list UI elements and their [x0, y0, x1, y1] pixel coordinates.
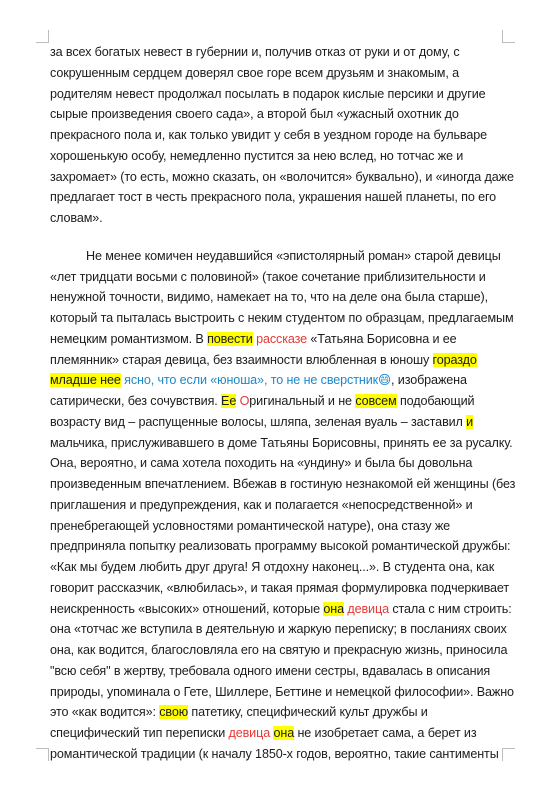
- text-line: говорит рассказчик, «влюбилась», и такая прямая формулировка подчеркивает: [50, 580, 510, 595]
- text-line: мальчика, прислуживавшего в доме Татьяны Борисовны, принять ее за русалку.: [50, 435, 513, 450]
- text-line: [50, 391, 492, 412]
- text-line: [50, 350, 492, 371]
- text-run: специфический тип переписки: [50, 726, 229, 740]
- highlighted-text: совсем: [355, 394, 397, 408]
- text-run: патетику, специфический культ дружбы и: [188, 705, 428, 720]
- text-line: она, как водится, благословляла его на святую и прекрасную жизнь, приносила: [50, 643, 508, 657]
- text-run: племянник» старая девица, без взаимности влюбленная в юношу: [50, 352, 433, 367]
- text-line: [50, 723, 492, 744]
- text-line: она «тотчас же вступила в деятельную и жаркую переписку; в посланиях своих: [50, 622, 507, 637]
- text-line: «Как мы будем любить друг друга! Я отдохну наконец...». В студента она, как: [50, 560, 495, 574]
- paragraph-1: [50, 42, 514, 229]
- highlighted-text: младше нее: [50, 373, 121, 388]
- highlighted-text: она: [323, 601, 344, 616]
- text-line: пренебрегающей условностями романтической натуре), она стазу же: [50, 518, 451, 533]
- text-run: ригинальный и не: [249, 394, 356, 408]
- text-run: это «как водится»:: [50, 705, 160, 720]
- paragraph-gap: [50, 229, 492, 246]
- text-line: прекрасного пола и, как только увидит у себя в уездном городе на бульваре: [50, 128, 488, 142]
- text-line: природы, упоминала о Гете, Шиллере, Беттине и немецкой философии». Важно: [50, 684, 514, 699]
- text-line: [50, 412, 492, 433]
- highlighted-text: гораздо: [432, 352, 477, 367]
- margin-corner-top-left: [36, 30, 49, 43]
- text-line: произведенным впечатлением. Вбежав в гостиную незнакомой ей женщины (без: [50, 477, 516, 491]
- text-line: [50, 329, 492, 350]
- text-line: сырые произведения своего сада», а второй был «ужасный охотник до: [50, 107, 459, 122]
- text-line: Не менее комичен неудавшийся «эпистолярный роман» старой девицы: [86, 248, 501, 263]
- margin-corner-bottom-left: [36, 748, 49, 761]
- highlighted-text: Ее: [221, 394, 237, 408]
- inserted-comment-text: ясно, что если «юноша», то не не сверстник😄: [120, 373, 392, 388]
- margin-corner-top-right: [502, 30, 515, 43]
- text-line: «лет тридцати восьми с половиной» (такое сочетание приблизительности и: [50, 269, 486, 284]
- text-line: который та пыталась выстроить с неким студентом по образцам, предлагаемым: [50, 311, 514, 325]
- document-body[interactable]: [50, 42, 516, 765]
- text-line: приглашения и предупреждения, как и полагается «непосредственной» и: [50, 497, 473, 512]
- highlighted-text: повести: [207, 331, 253, 346]
- text-line: [50, 702, 492, 723]
- highlighted-text: свою: [159, 705, 189, 720]
- text-run: «Татьяна Борисовна и ее: [307, 331, 457, 346]
- text-line: словам».: [50, 211, 103, 225]
- margin-corner-bottom-right: [502, 748, 515, 761]
- text-line: ненужной точности, видимо, намекает на то, что на деле она была старше),: [50, 290, 488, 305]
- text-line: родителям невест продолжал посылать в подарок кислые персики и другие: [50, 86, 486, 101]
- paragraph-2: [50, 246, 516, 765]
- text-line: захромает» (то есть, можно сказать, он «волочится» буквально), и «иногда даже: [50, 169, 514, 184]
- deleted-text: девица: [347, 601, 389, 616]
- text-line: предприняла попытку реализовать программу высокой романтической дружбы:: [50, 539, 511, 554]
- text-run: сатирически, без сочувствия.: [50, 394, 222, 408]
- text-run: немецким романтизмом. В: [50, 331, 208, 346]
- text-run: стала с ним строить:: [388, 601, 512, 616]
- text-run: подобающий: [396, 394, 475, 408]
- highlighted-text: она: [273, 726, 295, 740]
- highlighted-text: и: [466, 414, 474, 429]
- text-run: неискренность «высоких» отношений, которые: [50, 601, 324, 616]
- text-line: сокрушенным сердцем доверял свое горе всем друзьям и знакомым, а: [50, 65, 459, 80]
- text-line: предлагает тост в честь прекрасного пола, украшения нашей планеты, по его: [50, 190, 497, 205]
- text-line: Она, вероятно, и сама хотела походить на «ундину» и была бы довольна: [50, 456, 473, 471]
- text-line: хорошенькую особу, немедленно пустится за нею вслед, но тотчас же и: [50, 148, 464, 163]
- text-run: возрасту вид – распущенные волосы, шляпа, зеленая вуаль – заставил: [50, 414, 467, 429]
- text-line: "всю себя" в жертву, требовала одного имени сестры, вдавалась в описания: [50, 663, 491, 678]
- text-line: [50, 370, 492, 391]
- deleted-text: девица: [228, 726, 271, 740]
- deleted-text: рассказе: [256, 331, 308, 346]
- text-line: романтической традиции (к началу 1850-х годов, вероятно, такие сантименты: [50, 746, 499, 761]
- text-line: [50, 599, 512, 620]
- text-line: за всех богатых невест в губернии и, получив отказ от руки и от дому, с: [50, 45, 460, 59]
- text-run: , изображена: [391, 373, 467, 388]
- deleted-text: О: [239, 394, 250, 408]
- text-run: не изобретает сама, а берет из: [294, 726, 477, 740]
